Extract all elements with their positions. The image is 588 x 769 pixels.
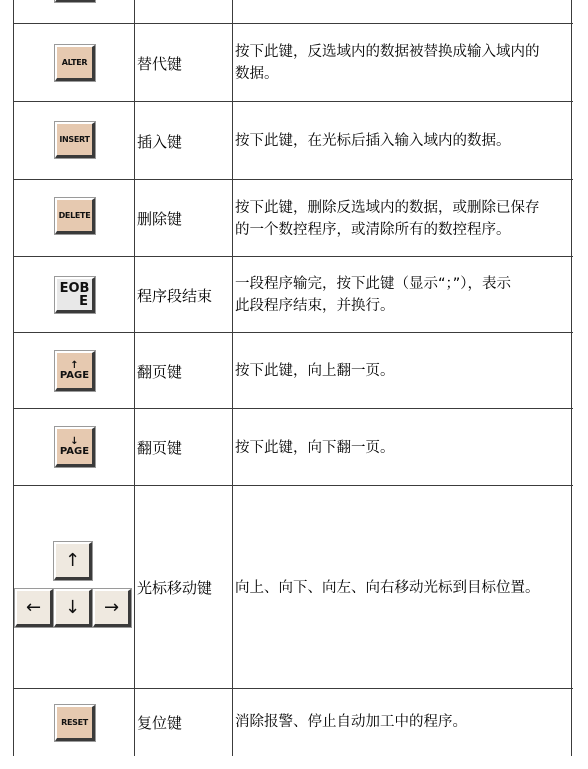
insert-key-icon: INSERT (55, 122, 95, 158)
cursor-left-key-icon: ← (15, 589, 53, 627)
cursor-up-key-icon: ↑ (54, 542, 92, 580)
key-name: 翻页键 (137, 362, 183, 381)
page-up-key-icon (55, 351, 95, 391)
key-name: 光标移动键 (137, 579, 213, 597)
table-row (13, 485, 573, 689)
key-cell (13, 689, 134, 769)
key-cell (13, 102, 134, 180)
table-row (13, 23, 573, 102)
reset-key-icon: RESET (55, 705, 95, 741)
key-cell (13, 486, 134, 689)
down-arrow-icon: ↓ (70, 435, 79, 447)
up-arrow-icon: ↑ (70, 359, 79, 371)
key-description: 消除报警、停止自动加工中的程序。 (235, 714, 467, 730)
key-description: 向上、向下、向左、向右移动光标到目标位置。 (235, 579, 540, 596)
key-cell (13, 24, 134, 102)
table-row (13, 332, 573, 409)
table-row-partial (13, 0, 573, 23)
key-cell (13, 333, 134, 409)
page-key-label: PAGE (59, 369, 90, 381)
eob-key-label: EOB (59, 280, 90, 296)
key-description: 一段程序输完，按下此键（显示“；”），表示 此段程序结束，并换行。 (235, 276, 512, 314)
table-row (13, 101, 573, 180)
key-name: 替代键 (137, 54, 183, 73)
key-description: 按下此键，删除反选域内的数据，或删除已保存 的一个数控程序，或清除所有的数控程序。 (235, 199, 540, 238)
cursor-down-key-icon: ↓ (54, 589, 92, 627)
eob-key-sublabel: E (79, 293, 88, 309)
delete-key-icon: DELETE (55, 198, 95, 234)
table-row (13, 179, 573, 257)
page-key-label: PAGE (59, 445, 90, 457)
table-row (13, 688, 573, 769)
cursor-right-key-icon: → (93, 589, 131, 627)
partial-key-icon (55, 0, 95, 2)
key-cell (13, 257, 134, 333)
key-name: 程序段结束 (137, 286, 213, 305)
table-row (13, 408, 573, 486)
key-cell (13, 409, 134, 486)
key-cell (13, 180, 134, 257)
page-down-key-icon (55, 427, 95, 467)
key-description: 按下此键，向下翻一页。 (235, 439, 395, 456)
key-name: 删除键 (137, 210, 183, 228)
key-name: 插入键 (137, 132, 183, 151)
key-name: 复位键 (137, 713, 183, 732)
table-row (13, 256, 573, 333)
key-name: 翻页键 (137, 439, 183, 457)
key-description: 按下此键，反选域内的数据被替换成输入域内的 数据。 (235, 44, 540, 82)
key-description: 按下此键，在光标后插入输入域内的数据。 (235, 133, 511, 149)
key-description: 按下此键，向上翻一页。 (235, 363, 395, 379)
alter-key-icon: ALTER (55, 45, 95, 81)
eob-key-icon (55, 277, 95, 313)
